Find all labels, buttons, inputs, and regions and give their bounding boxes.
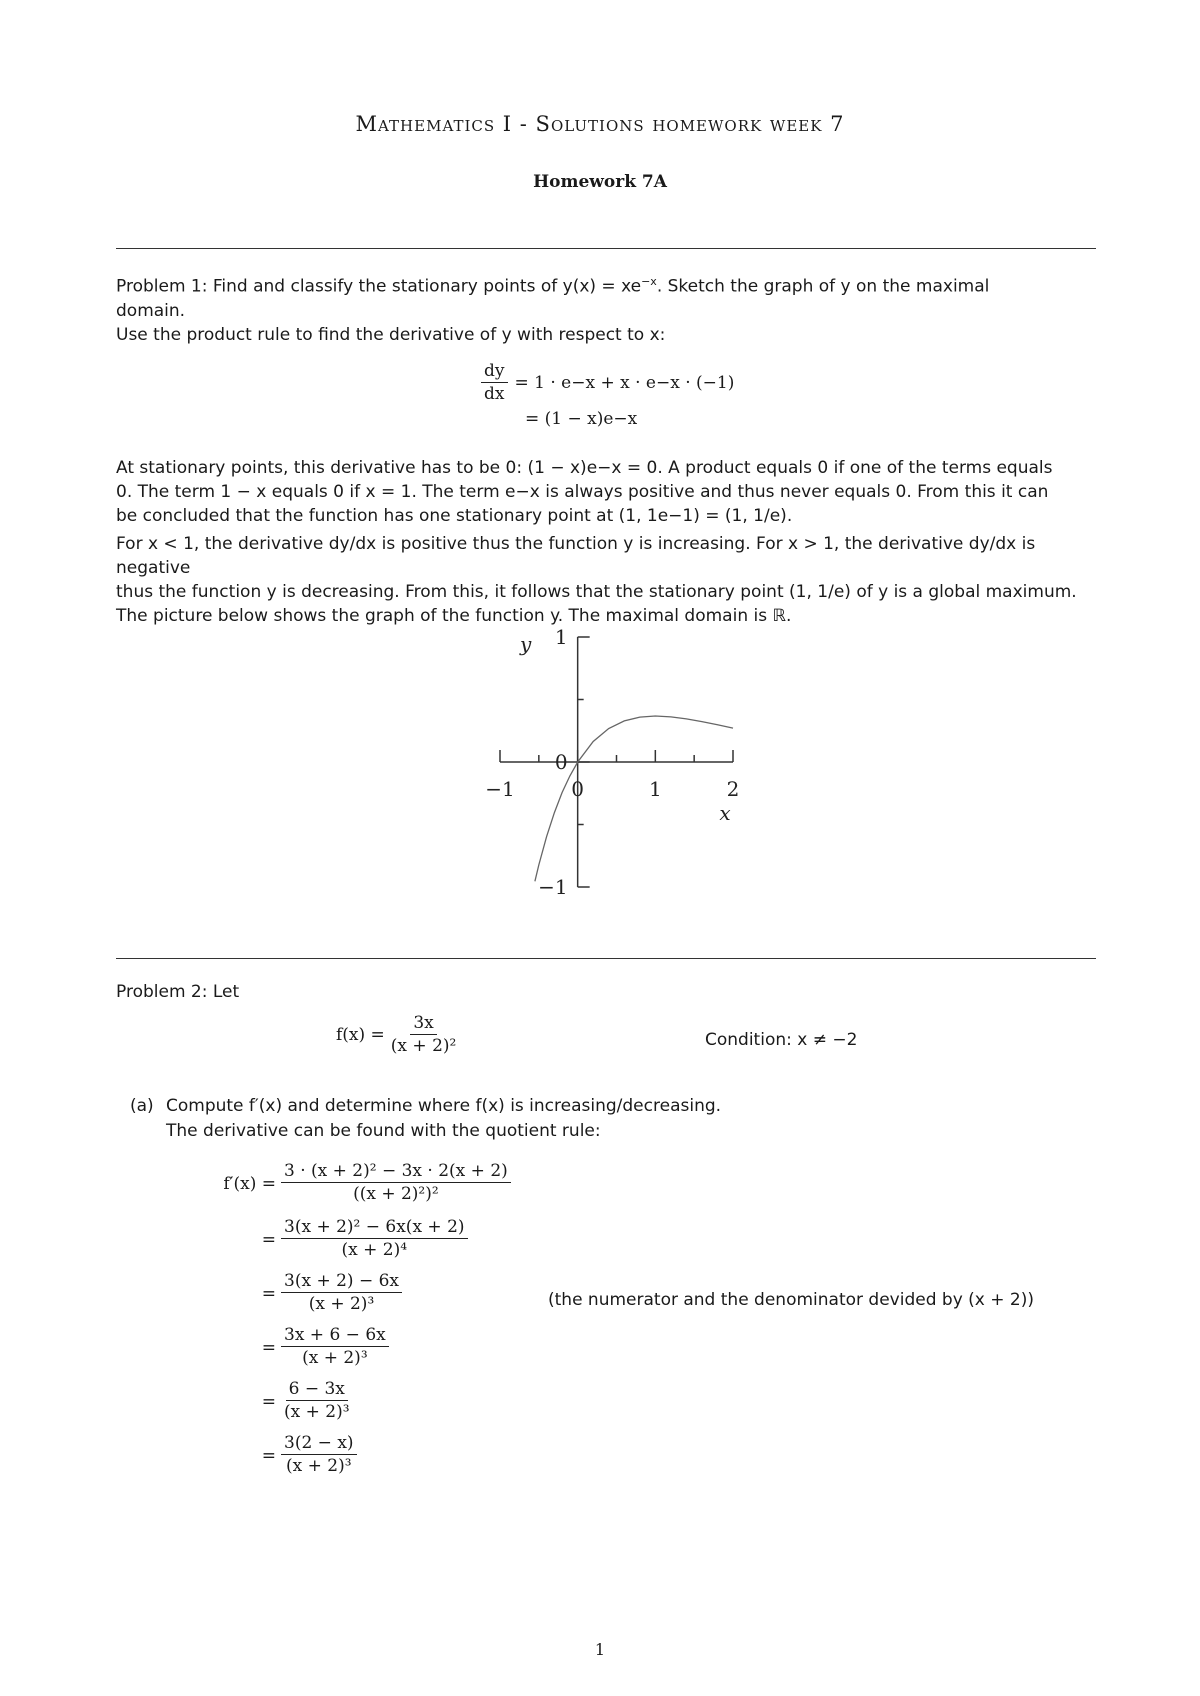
divider-top (116, 248, 1096, 249)
problem2-heading: Problem 2: Let (116, 982, 240, 1002)
step-denominator: (x + 2)³ (284, 1402, 350, 1422)
divider-middle (116, 958, 1096, 959)
derivative-step-row (0, 1324, 1200, 1380)
step-denominator: (x + 2)³ (302, 1348, 368, 1368)
function-curve (535, 716, 733, 881)
step-numerator: 3(x + 2) − 6x (281, 1270, 402, 1293)
derivative-step-row (0, 1160, 1200, 1216)
y-tick-label: 1 (554, 625, 568, 649)
problem1-paragraph1: At stationary points, this derivative has to be 0: (1 − x)e−x = 0. A product equals 0 if one of the terms equals 0. The term 1 − x equals 0 if x = 1. The term e−x is always positive and thus never equals 0. From this it can be concluded that the function has one stationary point at (1, 1e−1) = (1, 1/e). (116, 458, 1053, 526)
step-fraction (281, 1270, 402, 1315)
x-tick-label: 0 (571, 777, 585, 801)
part-a-label: (a) (130, 1096, 154, 1116)
step-lhs: = (261, 1446, 276, 1466)
step-fraction (281, 1324, 389, 1369)
step-lhs: = (261, 1230, 276, 1250)
derivative-line1: $\frac{dy}{dx}$ = 1 · e−x + x · e−x · (−1) (478, 360, 734, 405)
derivative-step-row (0, 1216, 1200, 1272)
step-lhs: f′(x) = (223, 1174, 276, 1194)
step-denominator: ((x + 2)²)² (353, 1184, 439, 1204)
step-fraction (281, 1378, 353, 1423)
part-a-text: Compute f′(x) and determine where f(x) is increasing/decreasing. (166, 1096, 722, 1116)
x-axis-label: x (719, 801, 731, 825)
derivative-step-row (0, 1432, 1200, 1488)
step-numerator: 3(x + 2)² − 6x(x + 2) (281, 1216, 468, 1239)
step-fraction (281, 1160, 511, 1205)
step-lhs: = (261, 1392, 276, 1412)
step-fraction (281, 1432, 357, 1477)
page-subtitle: Homework 7A (533, 172, 667, 192)
step-numerator: 6 − 3x (286, 1378, 348, 1401)
step-denominator: (x + 2)⁴ (341, 1240, 408, 1260)
function-definition: f(x) = $\frac{3x}{\text{(x + 2)²}}$ (336, 1013, 457, 1056)
condition-text: Condition: x ≠ −2 (705, 1030, 858, 1050)
x-tick-label: 1 (648, 777, 662, 801)
problem1-statement: Problem 1: Find and classify the stationary points of $y(x) = xe^{-x}$. Sketch the graph of y on the maximal domain. Use the product rule to find the derivative of y with respect to x: (116, 275, 990, 345)
problem1-paragraph2: For x < 1, the derivative dy/dx is positive thus the function y is increasing. For x > 1, the derivative dy/dx is negative thus the function y is decreasing. From this, it follows that the stationary point (1, 1/e) of y is a global maximum. The picture below shows the graph of the function y. The maximal domain is ℝ. (116, 534, 1077, 626)
step-fraction (281, 1216, 468, 1261)
page-title: Mathematics I - Solutions homework week 7 (355, 112, 845, 136)
step-numerator: 3(2 − x) (281, 1432, 357, 1455)
step-note: (the numerator and the denominator devided by (x + 2)) (548, 1290, 1034, 1310)
y-tick-label: 0 (554, 750, 568, 774)
derivative-step-row (0, 1378, 1200, 1434)
page-number: 1 (594, 1640, 606, 1659)
step-lhs: = (261, 1338, 276, 1358)
part-a-intro: The derivative can be found with the quotient rule: (166, 1121, 601, 1141)
x-tick-label: 2 (726, 777, 740, 801)
y-axis-label: y (520, 632, 532, 656)
x-tick-label: −1 (485, 777, 515, 801)
step-lhs: = (261, 1284, 276, 1304)
step-numerator: 3 · (x + 2)² − 3x · 2(x + 2) (281, 1160, 511, 1183)
derivative-line2: = (1 − x)e−x (525, 409, 638, 429)
step-denominator: (x + 2)³ (308, 1294, 375, 1314)
function-graph (380, 615, 820, 915)
y-tick-label: −1 (538, 875, 568, 899)
step-denominator: (x + 2)³ (286, 1456, 352, 1476)
step-numerator: 3x + 6 − 6x (281, 1324, 389, 1347)
